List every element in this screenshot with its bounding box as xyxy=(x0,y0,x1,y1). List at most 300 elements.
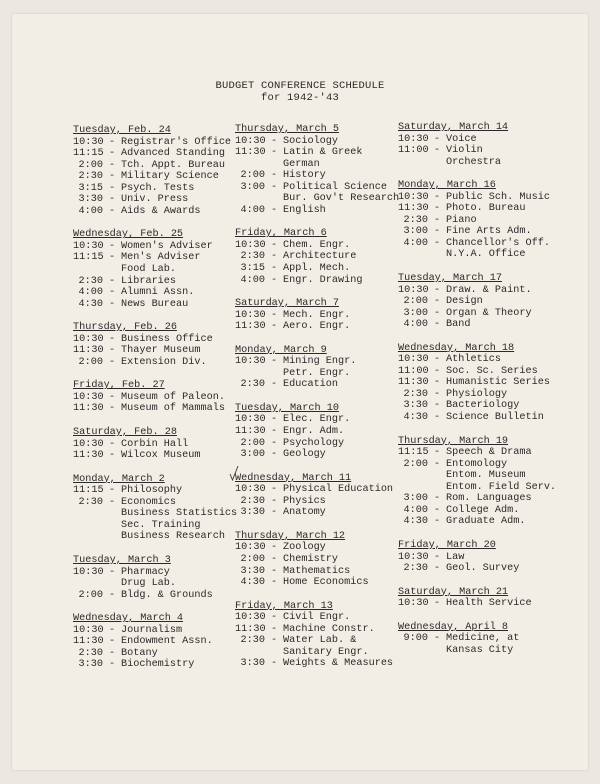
entry-separator: - xyxy=(433,551,441,563)
schedule-column-2 xyxy=(235,124,399,682)
entry-time: 2:30 xyxy=(78,647,103,659)
entry-separator: - xyxy=(433,598,441,610)
entry-separator: - xyxy=(270,321,278,333)
entry-office: Physics xyxy=(283,495,326,507)
entry-office: News Bureau xyxy=(121,298,189,310)
entry-office-continued: Business Research xyxy=(121,531,225,543)
entry-office: Military Science xyxy=(121,171,219,183)
entry-time: 11:30 xyxy=(398,377,429,389)
schedule-entry xyxy=(398,238,570,250)
schedule-entry xyxy=(235,658,399,670)
entry-office: Philosophy xyxy=(121,485,183,497)
day-heading: Wednesday, April 8 xyxy=(398,621,509,633)
entry-separator: - xyxy=(270,251,278,263)
entry-office: Piano xyxy=(446,214,477,226)
schedule-entry xyxy=(73,334,233,346)
entry-office: Registrar's Office xyxy=(121,136,232,148)
entry-time: 10:30 xyxy=(398,191,429,203)
entry-separator: - xyxy=(270,553,278,565)
entry-office: Entomology xyxy=(446,458,508,470)
schedule-entry xyxy=(235,507,399,519)
entry-separator: - xyxy=(270,135,278,147)
entry-separator: - xyxy=(270,426,278,438)
schedule-entry xyxy=(235,379,399,391)
entry-office-continued: N.Y.A. Office xyxy=(446,249,526,261)
entry-office: Band xyxy=(446,319,471,331)
schedule-entry xyxy=(398,366,570,378)
title-line-2: for 1942-'43 xyxy=(260,92,339,104)
entry-separator: - xyxy=(433,504,441,516)
day-heading: Wednesday, March 18 xyxy=(398,342,515,354)
entry-time: 4:00 xyxy=(78,287,103,299)
entry-time: 10:30 xyxy=(398,551,429,563)
entry-time: 2:30 xyxy=(403,214,428,226)
day-group xyxy=(398,622,570,657)
entry-office: Appl. Mech. xyxy=(283,263,351,275)
day-heading: Saturday, March 7 xyxy=(235,298,339,310)
entry-time: 11:00 xyxy=(398,145,429,157)
entry-office: Physical Education xyxy=(283,484,394,496)
schedule-entry xyxy=(235,438,399,450)
schedule-entry xyxy=(235,251,399,263)
entry-office-continued: Entom. Museum xyxy=(446,470,526,482)
schedule-entry xyxy=(398,354,570,366)
entry-separator: - xyxy=(270,507,278,519)
schedule-entry xyxy=(73,403,233,415)
entry-time: 2:00 xyxy=(403,296,428,308)
entry-office: Biochemistry xyxy=(121,659,195,671)
entry-separator: - xyxy=(108,624,116,636)
entry-separator: - xyxy=(108,589,116,601)
entry-office: Weights & Measures xyxy=(283,658,394,670)
entry-separator: - xyxy=(433,633,441,645)
entry-office: Organ & Theory xyxy=(446,307,532,319)
entry-office: Thayer Museum xyxy=(121,345,201,357)
schedule-entry xyxy=(235,624,399,636)
day-heading: Tuesday, Feb. 24 xyxy=(73,125,171,136)
schedule-entry xyxy=(73,485,233,497)
entry-time: 3:00 xyxy=(240,181,265,193)
entry-office: Botany xyxy=(121,647,158,659)
entry-separator: - xyxy=(108,159,116,171)
entry-time: 3:00 xyxy=(403,307,428,319)
schedule-entry xyxy=(235,426,399,438)
entry-office-continued: Business Statistics xyxy=(121,508,238,520)
entry-time: 2:00 xyxy=(78,356,103,368)
entry-separator: - xyxy=(108,194,116,206)
entry-office: Wilcox Museum xyxy=(121,450,201,462)
entry-separator: - xyxy=(108,182,116,194)
entry-time: 4:30 xyxy=(403,516,428,528)
entry-separator: - xyxy=(433,516,441,528)
entry-separator: - xyxy=(433,237,441,249)
schedule-entry xyxy=(73,659,233,671)
entry-time: 10:30 xyxy=(73,136,104,148)
entry-separator: - xyxy=(270,147,278,159)
entry-time: 10:30 xyxy=(235,542,266,554)
day-group xyxy=(398,122,570,168)
entry-separator: - xyxy=(270,495,278,507)
entry-office: Machine Constr. xyxy=(283,623,375,635)
schedule-entry xyxy=(73,148,233,160)
schedule-entry xyxy=(235,414,399,426)
entry-time: 11:30 xyxy=(235,426,266,438)
entry-time: 9:00 xyxy=(403,633,428,645)
entry-office: Alumni Assn. xyxy=(121,287,195,299)
entry-time: 4:00 xyxy=(240,204,265,216)
entry-separator: - xyxy=(270,170,278,182)
day-group xyxy=(235,403,399,461)
day-group xyxy=(235,345,399,391)
entry-office: College Adm. xyxy=(446,504,520,516)
entry-time: 2:00 xyxy=(403,458,428,470)
entry-office: Chancellor's Off. xyxy=(446,237,550,249)
entry-separator: - xyxy=(433,354,441,366)
document-title xyxy=(0,80,600,104)
entry-separator: - xyxy=(433,319,441,331)
entry-office: Latin & Greek xyxy=(283,147,363,159)
entry-time: 4:30 xyxy=(240,577,265,589)
entry-office: Education xyxy=(283,379,339,391)
day-heading: Friday, March 20 xyxy=(398,539,496,551)
schedule-entry xyxy=(398,505,570,517)
schedule-entry xyxy=(398,226,570,238)
entry-time: 11:30 xyxy=(398,203,429,215)
schedule-entry xyxy=(73,183,233,195)
entry-separator: - xyxy=(108,171,116,183)
entry-time: 2:30 xyxy=(240,379,265,391)
entry-separator: - xyxy=(270,658,278,670)
schedule-entry xyxy=(73,137,233,149)
entry-time: 3:30 xyxy=(240,658,265,670)
entry-office: Violin xyxy=(446,145,483,157)
entry-office-continued: Petr. Engr. xyxy=(283,367,351,379)
schedule-entry xyxy=(398,203,570,215)
entry-office: Medicine, at xyxy=(446,633,520,645)
day-heading: Wednesday, Feb. 25 xyxy=(73,229,184,241)
schedule-entry xyxy=(73,590,233,602)
schedule-entry xyxy=(73,497,233,509)
day-group xyxy=(73,427,233,462)
entry-office: Humanistic Series xyxy=(446,377,550,389)
schedule-entry xyxy=(235,275,399,287)
schedule-entry xyxy=(398,598,570,610)
day-heading: Friday, March 6 xyxy=(235,228,327,240)
entry-office: Mech. Engr. xyxy=(283,309,351,321)
schedule-entry xyxy=(398,308,570,320)
day-group xyxy=(398,587,570,610)
entry-time: 10:30 xyxy=(235,484,266,496)
entry-separator: - xyxy=(270,239,278,251)
schedule-entry xyxy=(235,554,399,566)
day-heading: Saturday, March 21 xyxy=(398,586,509,598)
entry-office: Physiology xyxy=(446,388,508,400)
entry-time: 4:00 xyxy=(403,237,428,249)
schedule-entry xyxy=(235,263,399,275)
entry-office: Civil Engr. xyxy=(283,612,351,624)
schedule-entry xyxy=(73,276,233,288)
entry-office: Voice xyxy=(446,133,477,145)
entry-separator: - xyxy=(108,450,116,462)
schedule-entry xyxy=(398,447,570,459)
entry-separator: - xyxy=(433,377,441,389)
entry-separator: - xyxy=(270,379,278,391)
schedule-entry xyxy=(73,206,233,218)
entry-separator: - xyxy=(108,356,116,368)
entry-separator: - xyxy=(270,309,278,321)
entry-separator: - xyxy=(433,296,441,308)
entry-time: 3:00 xyxy=(403,226,428,238)
entry-office: Aids & Awards xyxy=(121,205,201,217)
entry-time: 10:30 xyxy=(398,598,429,610)
schedule-entry xyxy=(398,412,570,424)
entry-time: 2:30 xyxy=(78,171,103,183)
entry-separator: - xyxy=(270,623,278,635)
schedule-entry xyxy=(235,635,399,647)
entry-separator: - xyxy=(108,205,116,217)
entry-time: 2:30 xyxy=(403,563,428,575)
day-heading: Tuesday, March 10 xyxy=(235,402,339,414)
check-mark-icon xyxy=(229,465,239,481)
schedule-column-3 xyxy=(398,122,570,668)
schedule-entry xyxy=(235,310,399,322)
entry-office: Endowment Assn. xyxy=(121,636,213,648)
day-group xyxy=(73,380,233,415)
entry-separator: - xyxy=(270,263,278,275)
entry-separator: - xyxy=(108,148,116,160)
entry-separator: - xyxy=(108,287,116,299)
schedule-entry xyxy=(235,566,399,578)
entry-office: Water Lab. & xyxy=(283,635,357,647)
entry-office-continued: Drug Lab. xyxy=(121,578,177,590)
entry-time: 3:00 xyxy=(403,493,428,505)
entry-office: Psych. Tests xyxy=(121,182,195,194)
schedule-entry xyxy=(73,567,233,579)
day-group xyxy=(73,613,233,671)
entry-separator: - xyxy=(270,577,278,589)
entry-time: 10:30 xyxy=(235,612,266,624)
schedule-entry xyxy=(398,134,570,146)
entry-separator: - xyxy=(270,356,278,368)
entry-separator: - xyxy=(108,136,116,148)
entry-time: 10:30 xyxy=(73,240,104,252)
entry-office-continued: Food Lab. xyxy=(121,264,177,276)
day-heading: Saturday, Feb. 28 xyxy=(73,427,177,439)
schedule-column-1 xyxy=(73,125,238,683)
entry-office: Sociology xyxy=(283,135,339,147)
schedule-entry xyxy=(73,648,233,660)
entry-office-continued: Kansas City xyxy=(446,644,514,656)
entry-separator: - xyxy=(108,275,116,287)
entry-time: 10:30 xyxy=(398,133,429,145)
day-group xyxy=(73,229,233,310)
schedule-entry xyxy=(73,160,233,172)
day-heading: Tuesday, March 17 xyxy=(398,273,502,285)
entry-office: Economics xyxy=(121,496,177,508)
entry-separator: - xyxy=(433,203,441,215)
entry-time: 3:15 xyxy=(240,263,265,275)
day-heading: Tuesday, March 3 xyxy=(73,554,171,566)
entry-time: 10:30 xyxy=(398,284,429,296)
entry-time: 3:30 xyxy=(78,659,103,671)
entry-separator: - xyxy=(270,635,278,647)
schedule-entry xyxy=(398,459,570,471)
schedule-entry xyxy=(398,389,570,401)
entry-office: Rom. Languages xyxy=(446,493,532,505)
day-group xyxy=(73,473,238,543)
entry-separator: - xyxy=(108,403,116,415)
entry-office-continued: Entom. Field Serv. xyxy=(446,481,557,493)
entry-separator: - xyxy=(108,496,116,508)
schedule-entry xyxy=(235,577,399,589)
entry-office: Extension Div. xyxy=(121,356,207,368)
schedule-entry xyxy=(235,484,399,496)
day-heading: Thursday, March 5 xyxy=(235,124,339,135)
entry-separator: - xyxy=(433,214,441,226)
entry-time: 2:30 xyxy=(78,496,103,508)
schedule-entry xyxy=(73,439,233,451)
entry-office: Corbin Hall xyxy=(121,438,189,450)
entry-office: Fine Arts Adm. xyxy=(446,226,532,238)
entry-time: 11:15 xyxy=(73,252,104,264)
entry-time: 4:30 xyxy=(403,412,428,424)
schedule-entry xyxy=(235,240,399,252)
entry-office: Speech & Drama xyxy=(446,447,532,459)
entry-time: 3:30 xyxy=(240,565,265,577)
entry-office: Mathematics xyxy=(283,565,351,577)
entry-separator: - xyxy=(433,447,441,459)
entry-time: 10:30 xyxy=(73,333,104,345)
entry-office: Men's Adviser xyxy=(121,252,201,264)
day-heading: Thursday, Feb. 26 xyxy=(73,322,177,334)
entry-time: 2:30 xyxy=(240,495,265,507)
schedule-entry xyxy=(73,194,233,206)
entry-separator: - xyxy=(270,274,278,286)
entry-time: 2:00 xyxy=(240,437,265,449)
entry-office: Photo. Bureau xyxy=(446,203,526,215)
schedule-entry xyxy=(235,136,399,148)
entry-time: 2:30 xyxy=(78,275,103,287)
entry-time: 11:30 xyxy=(73,345,104,357)
entry-time: 2:00 xyxy=(78,589,103,601)
schedule-entry xyxy=(235,496,399,508)
entry-office: Engr. Adm. xyxy=(283,426,345,438)
schedule-entry xyxy=(235,321,399,333)
entry-separator: - xyxy=(433,563,441,575)
entry-separator: - xyxy=(108,636,116,648)
entry-time: 11:30 xyxy=(73,450,104,462)
schedule-entry xyxy=(398,552,570,564)
day-heading: Friday, March 13 xyxy=(235,600,333,612)
entry-separator: - xyxy=(433,388,441,400)
schedule-entry xyxy=(235,147,399,159)
entry-time: 11:15 xyxy=(73,485,104,497)
entry-office: Business Office xyxy=(121,333,213,345)
day-group xyxy=(235,531,399,589)
entry-time: 3:00 xyxy=(240,449,265,461)
entry-time: 11:00 xyxy=(398,365,429,377)
entry-separator: - xyxy=(433,191,441,203)
schedule-entry xyxy=(398,285,570,297)
schedule-entry xyxy=(73,345,233,357)
day-heading: Thursday, March 19 xyxy=(398,435,509,447)
entry-office: Home Economics xyxy=(283,577,369,589)
entry-separator: - xyxy=(108,659,116,671)
entry-separator: - xyxy=(433,307,441,319)
day-group xyxy=(235,601,399,670)
entry-separator: - xyxy=(270,542,278,554)
entry-office: Elec. Engr. xyxy=(283,414,351,426)
entry-separator: - xyxy=(270,612,278,624)
schedule-entry xyxy=(73,241,233,253)
entry-time: 4:00 xyxy=(403,504,428,516)
entry-time: 3:30 xyxy=(78,194,103,206)
schedule-entry xyxy=(398,377,570,389)
entry-time: 4:00 xyxy=(240,274,265,286)
entry-office-continued: Sanitary Engr. xyxy=(283,646,369,658)
entry-time: 11:30 xyxy=(235,321,266,333)
entry-separator: - xyxy=(270,414,278,426)
entry-separator: - xyxy=(433,493,441,505)
entry-office: Tch. Appt. Bureau xyxy=(121,159,225,171)
entry-time: 4:30 xyxy=(78,298,103,310)
entry-office: Engr. Drawing xyxy=(283,274,363,286)
entry-time: 10:30 xyxy=(235,414,266,426)
entry-office: Geology xyxy=(283,449,326,461)
entry-time: 3:15 xyxy=(78,182,103,194)
schedule-entry xyxy=(398,633,570,645)
entry-time: 10:30 xyxy=(235,309,266,321)
day-group xyxy=(235,473,399,519)
entry-separator: - xyxy=(108,391,116,403)
entry-office: Bldg. & Grounds xyxy=(121,589,213,601)
entry-separator: - xyxy=(433,284,441,296)
entry-office: Museum of Mammals xyxy=(121,403,225,415)
entry-separator: - xyxy=(433,226,441,238)
schedule-entry xyxy=(235,542,399,554)
entry-office: Bacteriology xyxy=(446,400,520,412)
day-group xyxy=(235,228,399,286)
entry-office-continued: Orchestra xyxy=(446,156,502,168)
entry-time: 10:30 xyxy=(235,135,266,147)
entry-office: Athletics xyxy=(446,354,502,366)
entry-office-continued: Bur. Gov't Research xyxy=(283,193,400,205)
entry-time: 2:00 xyxy=(240,553,265,565)
entry-office: Political Science xyxy=(283,181,387,193)
entry-office: Mining Engr. xyxy=(283,356,357,368)
entry-office: Journalism xyxy=(121,624,183,636)
entry-office: Psychology xyxy=(283,437,345,449)
day-heading: Monday, March 16 xyxy=(398,180,496,192)
entry-office: Public Sch. Music xyxy=(446,191,550,203)
entry-office: Design xyxy=(446,296,483,308)
entry-time: 10:30 xyxy=(398,354,429,366)
entry-separator: - xyxy=(433,400,441,412)
entry-time: 3:30 xyxy=(403,400,428,412)
schedule-entry xyxy=(398,319,570,331)
schedule-entry xyxy=(398,400,570,412)
entry-office-continued: Sec. Training xyxy=(121,519,201,531)
schedule-entry xyxy=(398,215,570,227)
entry-office: Women's Adviser xyxy=(121,240,213,252)
entry-office: Architecture xyxy=(283,251,357,263)
entry-separator: - xyxy=(433,145,441,157)
entry-time: 11:30 xyxy=(235,147,266,159)
day-heading: Thursday, March 12 xyxy=(235,530,346,542)
day-heading: Wednesday, March 11 xyxy=(235,472,352,484)
day-group xyxy=(398,343,570,424)
schedule-entry xyxy=(73,171,233,183)
